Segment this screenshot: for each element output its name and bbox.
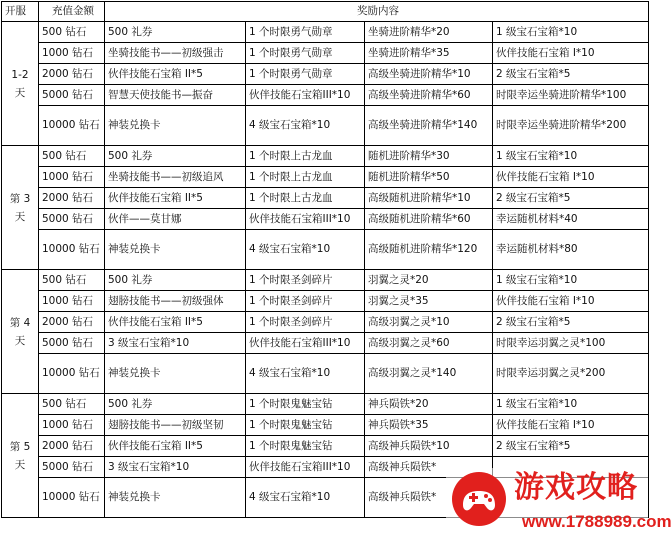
reward-cell: 1 个时限勇气勋章 <box>246 64 365 85</box>
header-day: 开服 <box>2 2 39 22</box>
reward-cell: 500 礼券 <box>105 22 246 43</box>
table-row <box>2 64 649 85</box>
reward-cell: 高级神兵陨铁* <box>365 478 493 518</box>
reward-cell: 伙伴技能石宝箱 II*5 <box>105 188 246 209</box>
table-row <box>2 312 649 333</box>
reward-cell: 神装兑换卡 <box>105 230 246 270</box>
reward-cell: 4 级宝石宝箱*10 <box>246 106 365 146</box>
amount-cell: 5000 钻石 <box>39 85 105 106</box>
day-line: 第 5 <box>9 440 31 453</box>
reward-cell: 羽翼之灵*20 <box>365 270 493 291</box>
day-cell <box>2 394 39 518</box>
reward-cell: 伙伴技能石宝箱 I*10 <box>493 415 649 436</box>
table-row <box>2 106 649 146</box>
reward-cell: 高级羽翼之灵*140 <box>365 354 493 394</box>
day-line: 第 4 <box>9 316 31 329</box>
reward-cell: 伙伴技能石宝箱III*10 <box>246 333 365 354</box>
day-line: 天 <box>14 458 26 471</box>
reward-cell: 1 个时限勇气勋章 <box>246 43 365 64</box>
reward-cell: 伙伴技能石宝箱III*10 <box>246 85 365 106</box>
reward-cell: 2 级宝石宝箱*5 <box>493 312 649 333</box>
amount-cell: 1000 钻石 <box>39 167 105 188</box>
reward-cell: 伙伴技能石宝箱 I*10 <box>493 291 649 312</box>
amount-cell: 2000 钻石 <box>39 312 105 333</box>
reward-cell: 1 个时限圣剑碎片 <box>246 291 365 312</box>
gamepad-logo-icon <box>450 470 508 528</box>
reward-cell: 高级坐骑进阶精华*60 <box>365 85 493 106</box>
reward-cell: 500 礼券 <box>105 394 246 415</box>
day-line: 天 <box>14 86 26 99</box>
reward-cell: 500 礼券 <box>105 146 246 167</box>
reward-cell: 2 级宝石宝箱*5 <box>493 64 649 85</box>
amount-cell: 10000 钻石 <box>39 106 105 146</box>
table-row <box>2 146 649 167</box>
amount-cell: 5000 钻石 <box>39 333 105 354</box>
table-row <box>2 85 649 106</box>
reward-cell: 2 级宝石宝箱*5 <box>493 188 649 209</box>
table-row <box>2 230 649 270</box>
reward-cell: 高级随机进阶精华*120 <box>365 230 493 270</box>
table-body <box>2 22 649 518</box>
reward-cell: 神装兑换卡 <box>105 354 246 394</box>
reward-cell: 4 级宝石宝箱*10 <box>246 230 365 270</box>
day-cell <box>2 22 39 146</box>
header-rewards: 奖励内容 <box>105 2 649 22</box>
amount-cell: 1000 钻石 <box>39 43 105 64</box>
reward-cell: 伙伴技能石宝箱 II*5 <box>105 436 246 457</box>
amount-cell: 5000 钻石 <box>39 209 105 230</box>
day-line: 1-2 <box>11 68 29 81</box>
amount-cell: 500 钻石 <box>39 22 105 43</box>
reward-cell: 羽翼之灵*35 <box>365 291 493 312</box>
table-row <box>2 333 649 354</box>
reward-cell: 伙伴技能石宝箱 I*10 <box>493 167 649 188</box>
table-row <box>2 436 649 457</box>
table-row <box>2 291 649 312</box>
day-cell <box>2 146 39 270</box>
table-header-row <box>2 2 649 22</box>
reward-cell: 1 级宝石宝箱*10 <box>493 394 649 415</box>
reward-cell: 4 级宝石宝箱*10 <box>246 478 365 518</box>
reward-cell: 3 级宝石宝箱*10 <box>105 457 246 478</box>
amount-cell: 10000 钻石 <box>39 230 105 270</box>
reward-cell: 1 个时限上古龙血 <box>246 167 365 188</box>
reward-cell: 1 个时限勇气勋章 <box>246 22 365 43</box>
reward-cell: 高级随机进阶精华*60 <box>365 209 493 230</box>
reward-cell: 伙伴技能石宝箱 I*10 <box>493 43 649 64</box>
reward-cell: 4 级宝石宝箱*10 <box>246 354 365 394</box>
reward-cell: 1 个时限圣剑碎片 <box>246 312 365 333</box>
reward-cell: 高级羽翼之灵*10 <box>365 312 493 333</box>
reward-cell: 神装兑换卡 <box>105 106 246 146</box>
reward-cell: 伙伴——莫甘娜 <box>105 209 246 230</box>
amount-cell: 10000 钻石 <box>39 354 105 394</box>
reward-cell: 时限幸运坐骑进阶精华*200 <box>493 106 649 146</box>
reward-cell: 伙伴技能石宝箱III*10 <box>246 209 365 230</box>
table-row <box>2 209 649 230</box>
table-row <box>2 167 649 188</box>
reward-cell: 1 个时限圣剑碎片 <box>246 270 365 291</box>
table-row <box>2 415 649 436</box>
reward-cell: 500 礼券 <box>105 270 246 291</box>
table-row <box>2 22 649 43</box>
amount-cell: 5000 钻石 <box>39 457 105 478</box>
reward-cell: 坐骑进阶精华*20 <box>365 22 493 43</box>
reward-cell: 时限幸运坐骑进阶精华*100 <box>493 85 649 106</box>
amount-cell: 2000 钻石 <box>39 436 105 457</box>
reward-cell: 1 个时限鬼魅宝钻 <box>246 415 365 436</box>
reward-cell: 1 个时限上古龙血 <box>246 146 365 167</box>
reward-cell: 伙伴技能石宝箱III*10 <box>246 457 365 478</box>
day-line: 天 <box>14 210 26 223</box>
reward-cell: 高级羽翼之灵*60 <box>365 333 493 354</box>
reward-cell: 1 个时限鬼魅宝钻 <box>246 436 365 457</box>
reward-cell: 高级坐骑进阶精华*10 <box>365 64 493 85</box>
reward-cell: 神兵陨铁*20 <box>365 394 493 415</box>
amount-cell: 1000 钻石 <box>39 415 105 436</box>
day-line: 天 <box>14 334 26 347</box>
recharge-reward-table <box>1 1 649 518</box>
amount-cell: 2000 钻石 <box>39 64 105 85</box>
reward-cell: 翅膀技能书——初级坚韧 <box>105 415 246 436</box>
amount-cell: 2000 钻石 <box>39 188 105 209</box>
reward-cell: 高级神兵陨铁*10 <box>365 436 493 457</box>
site-watermark <box>446 468 672 540</box>
table-row <box>2 270 649 291</box>
reward-cell: 随机进阶精华*30 <box>365 146 493 167</box>
reward-cell: 时限幸运羽翼之灵*200 <box>493 354 649 394</box>
reward-cell: 幸运随机材料*80 <box>493 230 649 270</box>
reward-cell: 时限幸运羽翼之灵*100 <box>493 333 649 354</box>
reward-cell: 智慧天使技能书—振奋 <box>105 85 246 106</box>
reward-cell: 伙伴技能石宝箱 II*5 <box>105 64 246 85</box>
reward-cell: 随机进阶精华*50 <box>365 167 493 188</box>
table-row <box>2 43 649 64</box>
amount-cell: 500 钻石 <box>39 270 105 291</box>
reward-cell: 1 个时限上古龙血 <box>246 188 365 209</box>
table-row <box>2 354 649 394</box>
reward-cell: 高级随机进阶精华*10 <box>365 188 493 209</box>
reward-cell: 坐骑进阶精华*35 <box>365 43 493 64</box>
reward-cell: 幸运随机材料*40 <box>493 209 649 230</box>
amount-cell: 1000 钻石 <box>39 291 105 312</box>
table-row <box>2 188 649 209</box>
amount-cell: 10000 钻石 <box>39 478 105 518</box>
reward-cell: 3 级宝石宝箱*10 <box>105 333 246 354</box>
day-line: 第 3 <box>9 192 31 205</box>
reward-cell: 神装兑换卡 <box>105 478 246 518</box>
reward-cell: 高级神兵陨铁* <box>365 457 493 478</box>
reward-cell: 2 级宝石宝箱*5 <box>493 436 649 457</box>
reward-cell: 1 级宝石宝箱*10 <box>493 146 649 167</box>
reward-cell: 坐骑技能书——初级追风 <box>105 167 246 188</box>
reward-cell: 翅膀技能书——初级强体 <box>105 291 246 312</box>
reward-cell: 伙伴技能石宝箱 II*5 <box>105 312 246 333</box>
watermark-url: www.1788989.com <box>522 512 672 531</box>
reward-cell: 高级坐骑进阶精华*140 <box>365 106 493 146</box>
reward-cell: 1 级宝石宝箱*10 <box>493 22 649 43</box>
reward-cell: 神兵陨铁*35 <box>365 415 493 436</box>
reward-cell: 1 级宝石宝箱*10 <box>493 270 649 291</box>
amount-cell: 500 钻石 <box>39 394 105 415</box>
header-amount: 充值金额 <box>39 2 105 22</box>
watermark-title: 游戏攻略 <box>514 470 638 505</box>
amount-cell: 500 钻石 <box>39 146 105 167</box>
reward-cell: 坐骑技能书——初级强击 <box>105 43 246 64</box>
table-row <box>2 394 649 415</box>
day-cell <box>2 270 39 394</box>
reward-cell: 1 个时限鬼魅宝钻 <box>246 394 365 415</box>
